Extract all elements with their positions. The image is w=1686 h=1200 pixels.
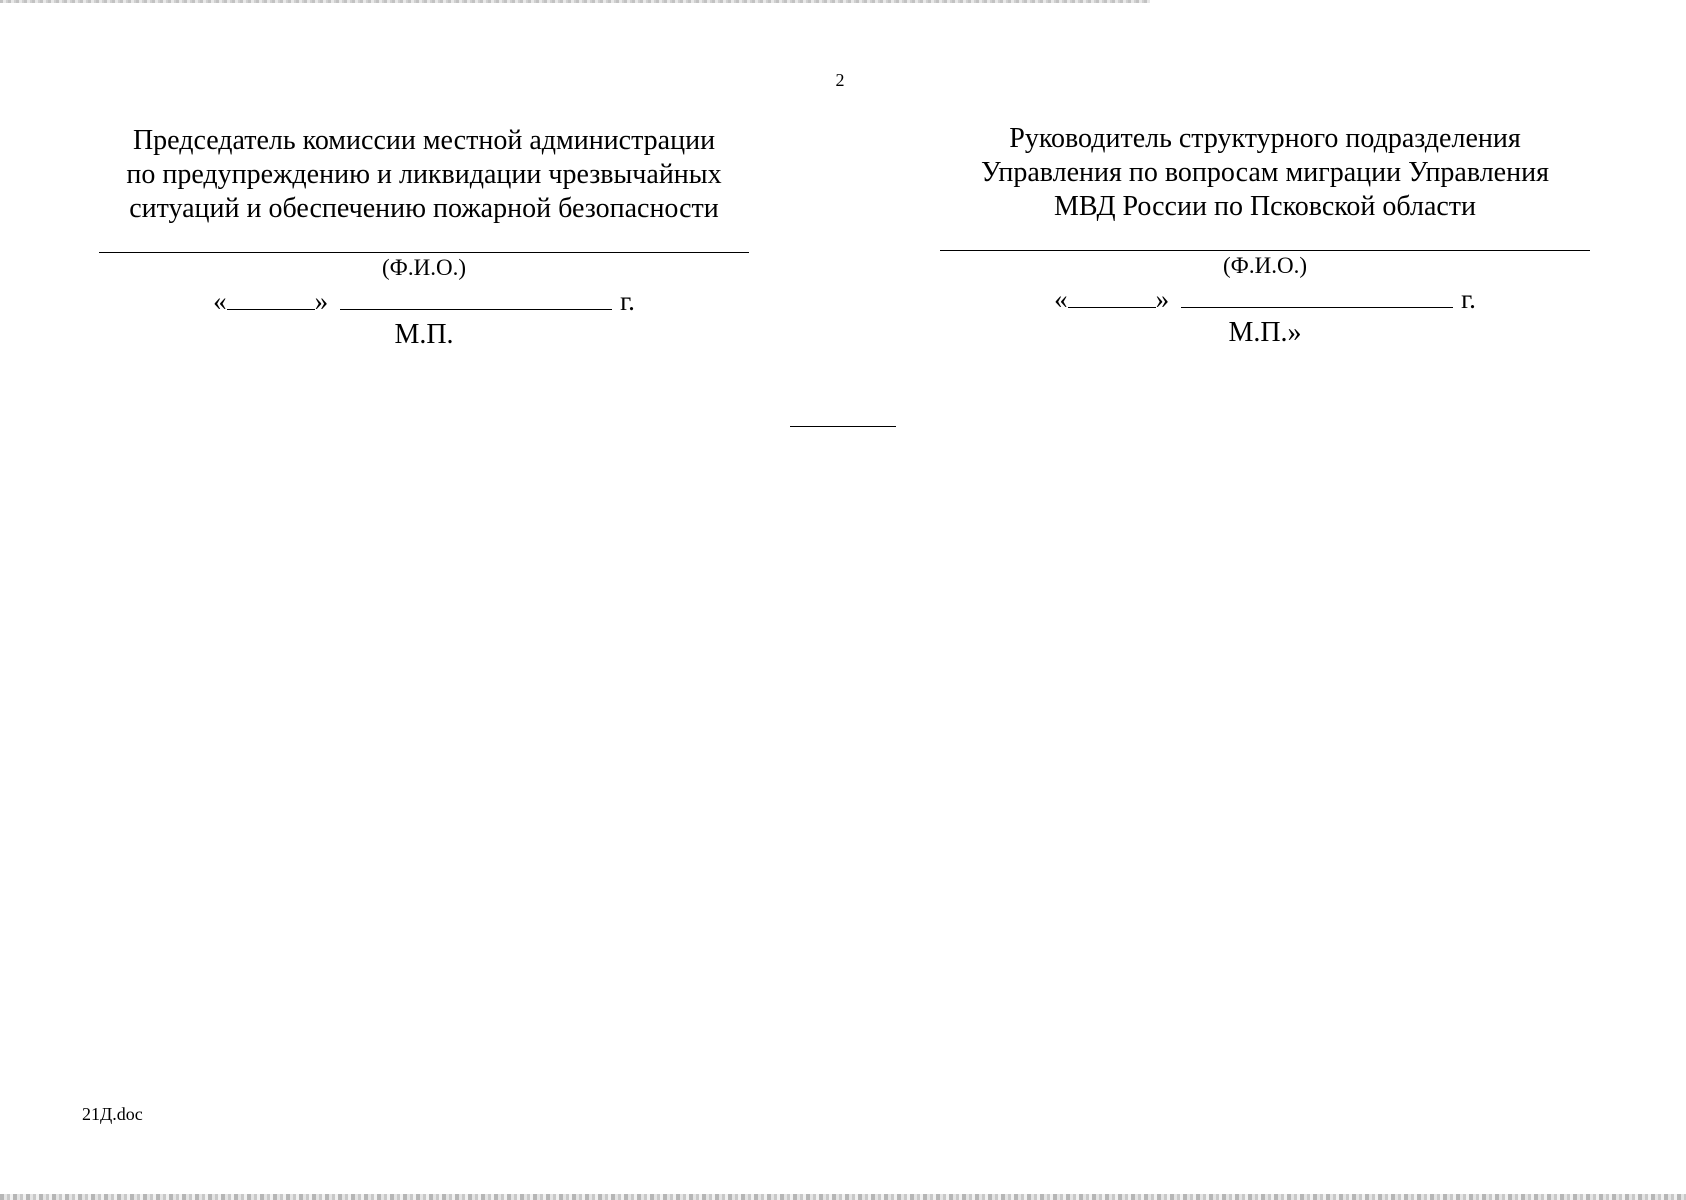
left-day-blank (227, 287, 315, 310)
scan-edge-bottom (0, 1194, 1686, 1200)
left-stamp-label: М.П. (394, 319, 454, 350)
right-title-line-1: Руководитель структурного подразделения (1009, 123, 1521, 154)
right-year-suffix: г. (1461, 284, 1476, 314)
left-name-caption: (Ф.И.О.) (382, 255, 466, 280)
left-name-signature-line (99, 252, 749, 253)
left-signature-block (94, 124, 754, 352)
right-name-signature-line (940, 250, 1590, 251)
left-title-line-3: ситуаций и обеспечению пожарной безопасности (129, 193, 719, 224)
left-month-blank (340, 287, 612, 310)
right-title-line-3: МВД России по Псковской области (1053, 191, 1477, 222)
file-name-footer: 21Д.doc (82, 1104, 143, 1124)
left-year-suffix: г. (620, 286, 635, 316)
right-signature-block (935, 122, 1595, 350)
right-day-blank (1068, 285, 1156, 308)
left-date-row (94, 284, 754, 318)
right-month-blank (1181, 285, 1453, 308)
left-title-line-2: по предупреждению и ликвидации чрезвычайных (126, 159, 722, 190)
right-date-row (935, 282, 1595, 316)
left-title-line-1: Председатель комиссии местной администрации (132, 125, 716, 156)
left-date-close-quote: » (314, 286, 329, 316)
right-name-caption: (Ф.И.О.) (1223, 253, 1307, 278)
right-date-open-quote: « (1054, 284, 1068, 314)
page-number: 2 (835, 70, 845, 90)
left-date-open-quote: « (213, 286, 227, 316)
document-end-rule (790, 426, 896, 427)
scan-edge-top (0, 0, 1150, 3)
right-stamp-label: М.П.» (1228, 317, 1302, 348)
right-date-close-quote: » (1155, 284, 1170, 314)
right-title-line-2: Управления по вопросам миграции Управления (981, 157, 1549, 188)
